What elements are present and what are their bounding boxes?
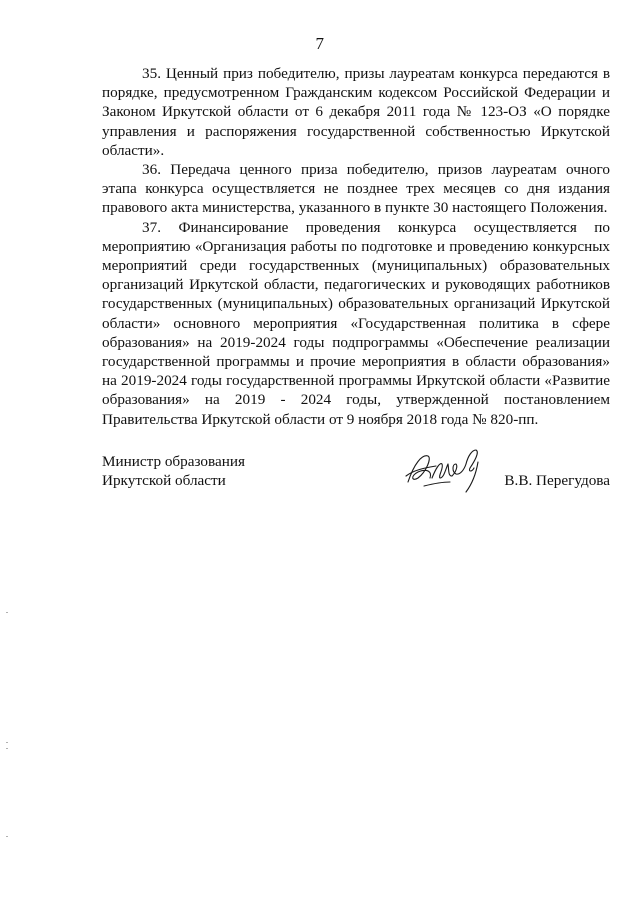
minister-title-line-1: Министр образования	[102, 453, 245, 470]
page-number: 7	[315, 34, 325, 53]
signatory-name: В.В. Перегудова	[504, 472, 610, 489]
margin-speck	[6, 836, 8, 837]
paragraph-36: 36. Передача ценного приза победителю, призов лауреатам очного этапа конкурса осуществляется не позднее трех месяцев со дня издания правового акта министерства, указанного в пункте 30 настоящего Положения.	[102, 161, 610, 217]
signature-block	[102, 452, 610, 522]
paragraph-37: 37. Финансирование проведения конкурса осуществляется по мероприятию «Организация работы по подготовке и проведению конкурсных мероприятий среди государственных (муниципальных) образовательных организаций Иркутской области, педагогических и руководящих работников государственных (муниципальных) образовательных организаций Иркутской области» основного мероприятия «Государственная политика в сфере образования» на 2019-2024 годы подпрограммы «Обеспечение реализации государственной программы и прочие мероприятия в области образования» на 2019-2024 годы государственной программы Иркутской области «Развитие образования» на 2019 - 2024 годы, утвержденной постановлением Правительства Иркутской области от 9 ноября 2018 года № 820-пп.	[102, 218, 610, 428]
margin-speck	[6, 612, 8, 613]
handwritten-signature	[402, 442, 492, 498]
minister-title	[102, 452, 245, 490]
margin-speck	[6, 748, 8, 749]
paragraph-35: 35. Ценный приз победителю, призы лауреатам конкурса передаются в порядке, предусмотренном Гражданским кодексом Российской Федерации и Законом Иркутской области от 6 декабря 2011 года № 123-ОЗ «О порядке управления и распоряжения государственной собственностью Иркутской области».	[102, 65, 610, 159]
minister-title-line-2: Иркутской области	[102, 472, 226, 490]
document-body	[102, 64, 610, 429]
margin-speck	[6, 742, 8, 743]
